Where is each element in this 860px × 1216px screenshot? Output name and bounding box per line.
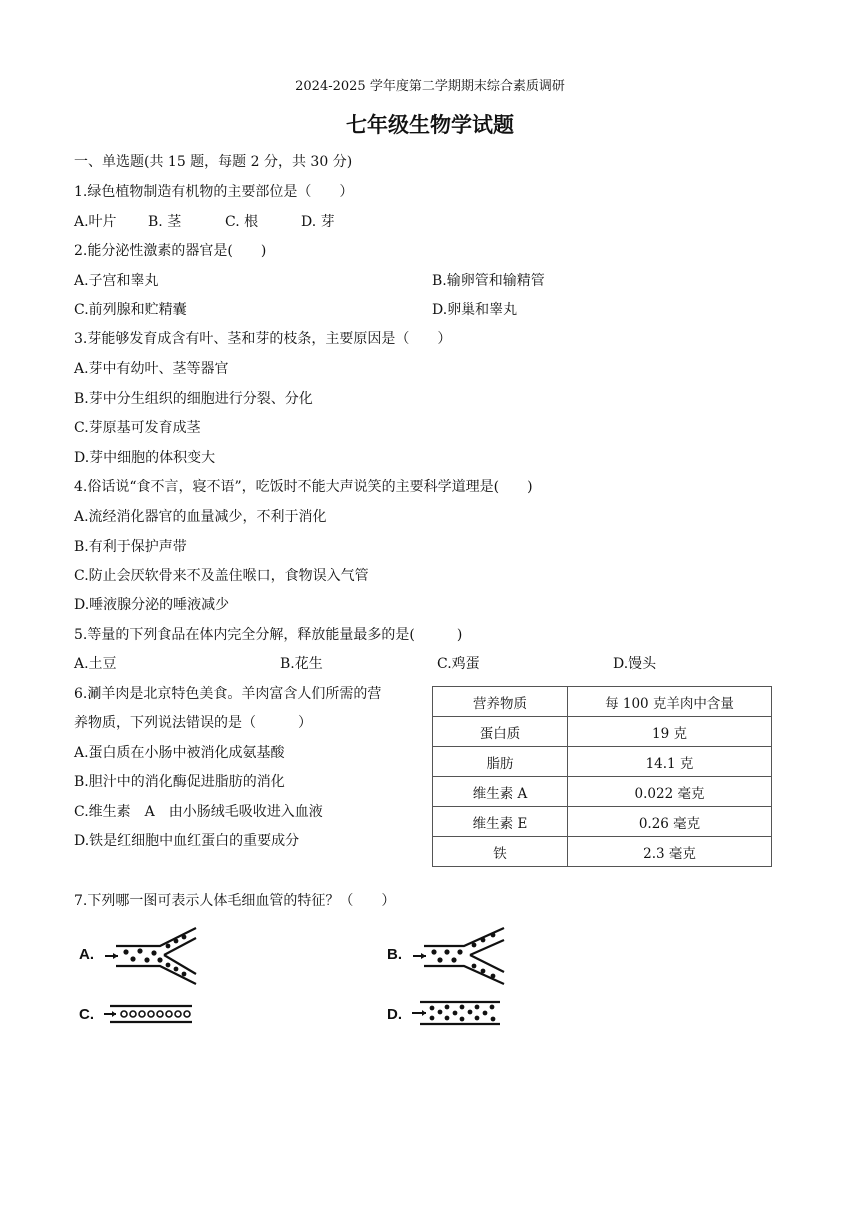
vessel-diagram-a (102, 924, 202, 986)
vessel-diagram-b (410, 924, 510, 986)
question-2-option-a: A.子宫和睾丸 (74, 273, 159, 289)
question-2-option-b: B.输卵管和输精管 (432, 273, 545, 289)
table-cell: 铁 (433, 837, 568, 867)
question-7-option-c-label: C. (79, 1006, 94, 1023)
table-header-cell: 营养物质 (433, 687, 568, 717)
nutrition-table (432, 686, 772, 867)
vessel-diagram-d (410, 998, 504, 1028)
question-4-option-d: D.唾液腺分泌的唾液减少 (74, 597, 230, 613)
question-7-option-a-label: A. (79, 946, 94, 963)
question-4-stem: 4.俗话说“食不言，寝不语”，吃饭时不能大声说笑的主要科学道理是( ) (74, 479, 533, 495)
table-cell: 蛋白质 (433, 717, 568, 747)
question-3-stem: 3.芽能够发育成含有叶、茎和芽的枝条，主要原因是（ ） (74, 331, 452, 347)
table-cell: 维生素 E (433, 807, 568, 837)
question-3-option-c: C.芽原基可发育成茎 (74, 420, 201, 436)
table-cell: 0.26 毫克 (568, 807, 772, 837)
question-5-option-a: A.土豆 (74, 656, 117, 672)
question-7-option-b-label: B. (387, 946, 402, 963)
question-5-option-c: C.鸡蛋 (437, 656, 480, 672)
question-6-option-b: B.胆汁中的消化酶促进脂肪的消化 (74, 774, 285, 790)
question-6-option-a: A.蛋白质在小肠中被消化成氨基酸 (74, 745, 285, 761)
vessel-diagram-c (102, 1002, 196, 1026)
exam-title: 七年级生物学试题 (346, 113, 514, 137)
question-1-option-b: B. 茎 (148, 214, 182, 230)
table-header-cell: 每 100 克羊肉中含量 (568, 687, 772, 717)
question-2-stem: 2.能分泌性激素的器官是( ) (74, 243, 267, 259)
table-cell: 14.1 克 (568, 747, 772, 777)
table-cell: 0.022 毫克 (568, 777, 772, 807)
table-row (433, 717, 772, 747)
question-7-option-d-label: D. (387, 1006, 402, 1023)
question-2-option-c: C.前列腺和贮精囊 (74, 302, 187, 318)
question-4-option-c: C.防止会厌软骨来不及盖住喉口，食物误入气管 (74, 568, 369, 584)
question-6-stem-line-2: 养物质，下列说法错误的是（ ） (74, 715, 312, 731)
table-header-row (433, 687, 772, 717)
table-cell: 脂肪 (433, 747, 568, 777)
table-cell: 19 克 (568, 717, 772, 747)
question-2-option-d: D.卵巢和睾丸 (432, 302, 518, 318)
question-1-option-c: C. 根 (225, 214, 259, 230)
section-heading: 一、单选题(共 15 题，每题 2 分，共 30 分) (74, 154, 353, 170)
table-row (433, 807, 772, 837)
question-5-stem: 5.等量的下列食品在体内完全分解，释放能量最多的是( ) (74, 627, 463, 643)
table-row (433, 777, 772, 807)
question-5-option-d: D.馒头 (613, 656, 657, 672)
question-1-stem: 1.绿色植物制造有机物的主要部位是（ ） (74, 184, 354, 200)
question-3-option-d: D.芽中细胞的体积变大 (74, 450, 216, 466)
table-row (433, 837, 772, 867)
exam-subtitle: 2024-2025 学年度第二学期期末综合素质调研 (295, 79, 565, 94)
question-5-option-b: B.花生 (280, 656, 323, 672)
question-4-option-b: B.有利于保护声带 (74, 539, 187, 555)
table-row (433, 747, 772, 777)
question-6-stem-line-1: 6.涮羊肉是北京特色美食。羊肉富含人们所需的营 (74, 686, 382, 702)
question-1-option-d: D. 芽 (301, 214, 335, 230)
question-3-option-b: B.芽中分生组织的细胞进行分裂、分化 (74, 391, 313, 407)
table-cell: 2.3 毫克 (568, 837, 772, 867)
table-cell: 维生素 A (433, 777, 568, 807)
question-6-option-d: D.铁是红细胞中血红蛋白的重要成分 (74, 833, 300, 849)
question-4-option-a: A.流经消化器官的血量减少，不利于消化 (74, 509, 327, 525)
question-1-option-a: A.叶片 (74, 214, 117, 230)
question-6-option-c: C.维生素 A 由小肠绒毛吸收进入血液 (74, 804, 323, 820)
question-7-stem: 7.下列哪一图可表示人体毛细血管的特征？（ ） (74, 893, 396, 909)
question-3-option-a: A.芽中有幼叶、茎等器官 (74, 361, 229, 377)
